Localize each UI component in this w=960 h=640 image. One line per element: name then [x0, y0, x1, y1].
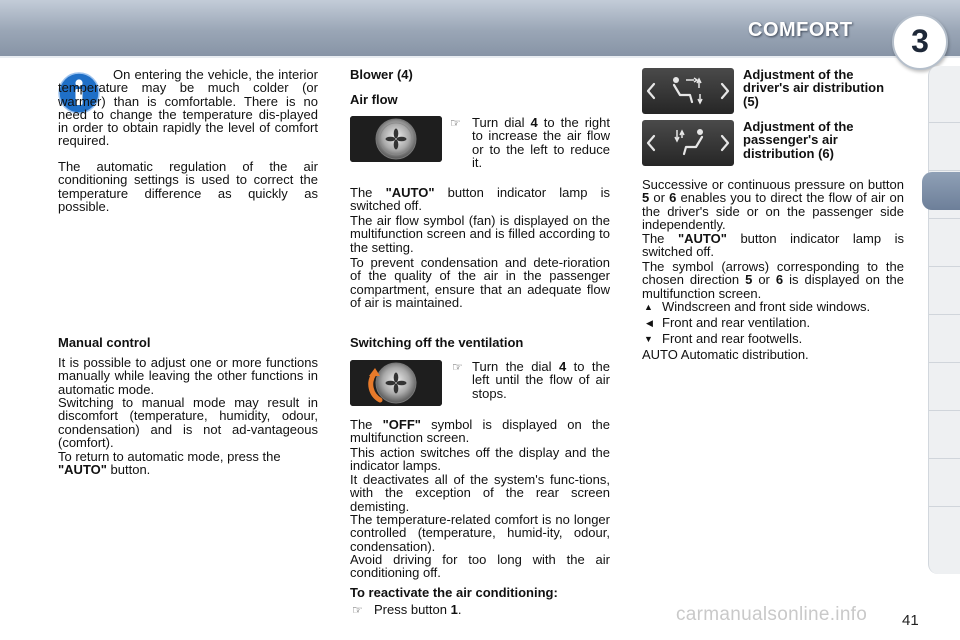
blower-paragraph-1: The "AUTO" button indicator lamp is switched off. [350, 185, 611, 214]
driver-distribution-label: Adjustment of the driver's air distribution (5) [743, 67, 885, 109]
intro-paragraph-2: The automatic regulation of the air conditioning settings is used to correct the temperature difference as quickly as possible. [58, 159, 318, 214]
manual-paragraph-2: Switching to manual mode may result in discomfort (temperature, humidity, odour, condensation) and is not ad-vantageous (comfort). [58, 395, 318, 450]
arrow-up-icon: ▲ [644, 302, 653, 312]
reactivate-heading: To reactivate the air conditioning: [350, 585, 558, 600]
air-flow-heading: Air flow [350, 92, 398, 107]
distribution-item: Windscreen and front side windows. [662, 299, 871, 314]
passenger-distribution-label: Adjustment of the passenger's air distribution (6) [743, 119, 854, 161]
intro-paragraph: On entering the vehicle, the interior temperature may be much colder (or warmer) than is comfortable. There is no need to change the temperature dis-played in order to obtain rapidly the level of comfort required. [58, 67, 318, 149]
manual-control-heading: Manual control [58, 335, 151, 350]
blower-instruction: Turn dial 4 to the right to increase the air flow or to the left to reduce it. [472, 115, 610, 170]
hand-pointer-icon: ☞ [452, 360, 463, 374]
chapter-number: 3 [911, 23, 929, 59]
passenger-distribution-panel-image [642, 120, 734, 166]
page-number: 41 [902, 612, 919, 629]
watermark: carmanualsonline.info [676, 604, 868, 625]
ventilation-dial-image [350, 360, 442, 406]
distribution-paragraph-3: The symbol (arrows) corresponding to the chosen direction 5 or 6 is displayed on the multifunction screen. [642, 259, 904, 301]
distribution-paragraph-2: The "AUTO" button indicator lamp is switched off. [642, 231, 904, 260]
distribution-paragraph-1: Successive or continuous pressure on button 5 or 6 enables you to direct the flow of air on the driver's side or on the passenger side independently. [642, 177, 904, 232]
switch-off-instruction: Turn the dial 4 to the left until the flow of air stops. [472, 359, 610, 401]
switch-off-paragraph-2: This action switches off the display and the indicator lamps. [350, 445, 610, 474]
distribution-auto-item: AUTO Automatic distribution. [642, 347, 809, 362]
active-chapter-tab[interactable] [922, 172, 960, 210]
blower-dial-image [350, 116, 442, 162]
hand-pointer-icon: ☞ [352, 603, 363, 617]
switch-off-paragraph-3: It deactivates all of the system's func-tions, with the exception of the rear screen demisting. [350, 472, 610, 514]
blower-paragraph-2: The air flow symbol (fan) is displayed on the multifunction screen and is filled according to the setting. [350, 213, 610, 255]
hand-pointer-icon: ☞ [450, 116, 461, 130]
chapter-badge [892, 14, 948, 70]
arrow-left-icon: ◀ [646, 318, 653, 328]
chapter-title: COMFORT [748, 19, 853, 41]
driver-distribution-panel-image [642, 68, 734, 114]
switching-off-heading: Switching off the ventilation [350, 335, 524, 350]
arrow-down-icon: ▼ [644, 334, 653, 344]
reactivate-instruction: Press button 1. [374, 602, 462, 617]
manual-paragraph-1: It is possible to adjust one or more functions manually while leaving the other functions in automatic mode. [58, 355, 318, 397]
blower-heading: Blower (4) [350, 67, 413, 82]
blower-paragraph-3: To prevent condensation and dete-rioration of the quality of the air in the passenger compartment, ensure that an adequate flow of air is maintained. [350, 255, 610, 310]
distribution-item: Front and rear ventilation. [662, 315, 811, 330]
switch-off-paragraph-5: Avoid driving for too long with the air conditioning off. [350, 552, 610, 581]
chapter-tabs [928, 66, 960, 574]
manual-paragraph-3: To return to automatic mode, press the "AUTO" button. [58, 449, 281, 478]
switch-off-paragraph-4: The temperature-related comfort is no longer controlled (temperature, humid-ity, odour, condensation). [350, 512, 610, 554]
switch-off-paragraph-1: The "OFF" symbol is displayed on the multifunction screen. [350, 417, 610, 446]
distribution-item: Front and rear footwells. [662, 331, 803, 346]
